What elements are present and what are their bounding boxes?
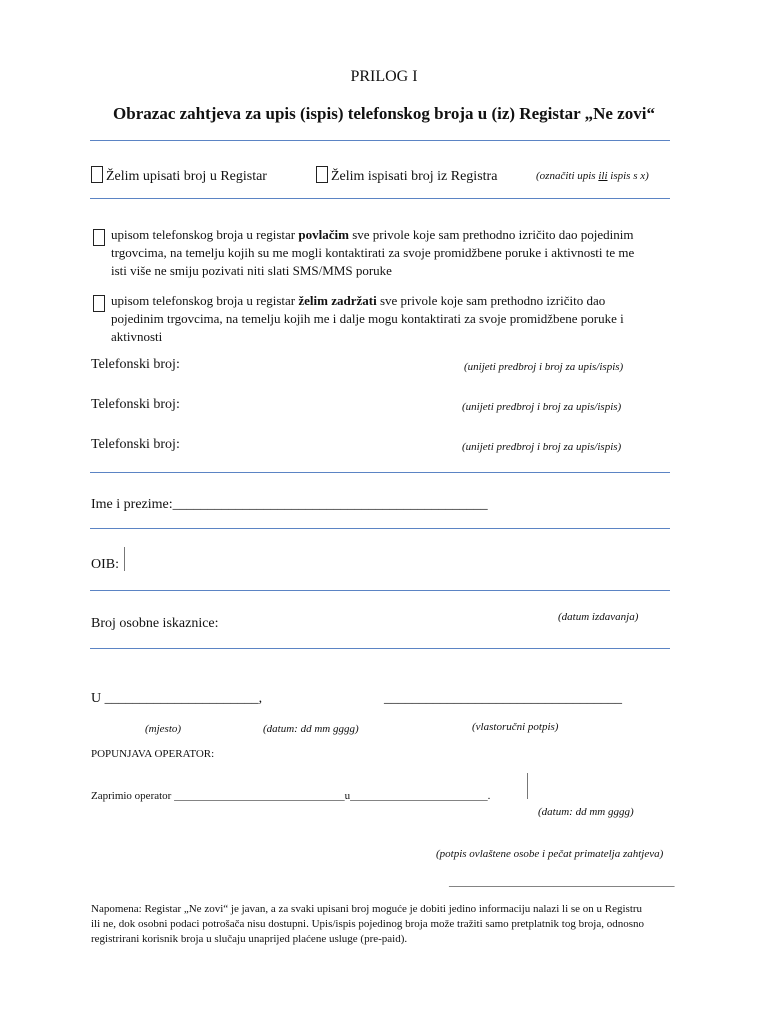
upis-checkbox[interactable]: [91, 166, 103, 183]
divider: [90, 140, 670, 141]
ispis-option[interactable]: [316, 166, 497, 185]
divider: [90, 648, 670, 649]
oib-input-cursor[interactable]: [124, 547, 125, 571]
phone-hint: (unijeti predbroj i broj za upis/ispis): [462, 401, 622, 413]
upis-option[interactable]: [91, 166, 267, 185]
phone-label: Telefonski broj:: [91, 397, 180, 412]
ispis-checkbox[interactable]: [316, 166, 328, 183]
phone-label: Telefonski broj:: [91, 357, 180, 372]
stamp-signature-field[interactable]: _________________________________________: [449, 876, 675, 888]
place-hint: (mjesto): [145, 723, 182, 735]
divider: [90, 590, 670, 591]
stamp-hint: (potpis ovlaštene osobe i pečat primatelja zahtjeva): [436, 848, 664, 860]
signature-field[interactable]: __________________________________: [384, 691, 622, 706]
operator-received-field[interactable]: Zaprimio operator _______________________________u_________________________.: [91, 790, 491, 802]
oib-label: OIB:: [91, 557, 119, 572]
divider: [90, 528, 670, 529]
keep-option-text: upisom telefonskog broja u registar želim zadržati sve privole koje sam prethodno izričito dao pojedinim trgovcima, na temelju kojih me i dalje mogu kontaktirati za svoje promidžbene poruke i aktivnosti: [111, 293, 624, 344]
choice-hint: (označiti upis ili ispis s x): [536, 170, 649, 182]
footnote: Napomena: Registar „Ne zovi“ je javan, a za svaki upisani broj moguće je dobiti jedino informaciju nalazi li se on u Registru ili ne, dok osobni podaci potrošača nisu dostupni. Upis/ispis pojedinog broja može tražiti samo pretplatnik tog broja, odnosno registrirani korisnik broja u slučaju unaprijed plaćene usluge (pre-paid).: [91, 903, 644, 945]
ispis-label: Želim ispisati broj iz Registra: [331, 169, 498, 184]
operator-date-hint: (datum: dd mm gggg): [538, 806, 634, 818]
phone-label: Telefonski broj:: [91, 437, 180, 452]
place-date-field[interactable]: U ______________________,: [91, 691, 263, 706]
divider: [90, 198, 670, 199]
prilog-label: PRILOG I: [350, 68, 418, 85]
withdraw-option-text: upisom telefonskog broja u registar povlačim sve privole koje sam prethodno izričito dao pojedinim trgovcima, na temelju kojih su me mogli kontaktirati za svoje promidžbene poruke i aktivnosti te me isti više ne smiju pozivati niti slati SMS/MMS poruke: [111, 227, 635, 278]
name-field[interactable]: Ime i prezime:_____________________________________________: [91, 497, 488, 512]
phone-hint: (unijeti predbroj i broj za upis/ispis): [464, 361, 624, 373]
keep-checkbox[interactable]: [93, 295, 105, 312]
id-card-label: Broj osobne iskaznice:: [91, 616, 219, 631]
date-hint: (datum: dd mm gggg): [263, 723, 359, 735]
id-issue-date-hint: (datum izdavanja): [558, 611, 639, 623]
form-title: Obrazac zahtjeva za upis (ispis) telefonskog broja u (iz) Registar „Ne zovi“: [113, 104, 655, 123]
upis-label: Želim upisati broj u Registar: [106, 169, 267, 184]
phone-hint: (unijeti predbroj i broj za upis/ispis): [462, 441, 622, 453]
divider: [90, 472, 670, 473]
withdraw-checkbox[interactable]: [93, 229, 105, 246]
signature-hint: (vlastoručni potpis): [472, 721, 559, 733]
operator-heading: POPUNJAVA OPERATOR:: [91, 748, 215, 760]
operator-input-cursor[interactable]: [527, 773, 528, 799]
